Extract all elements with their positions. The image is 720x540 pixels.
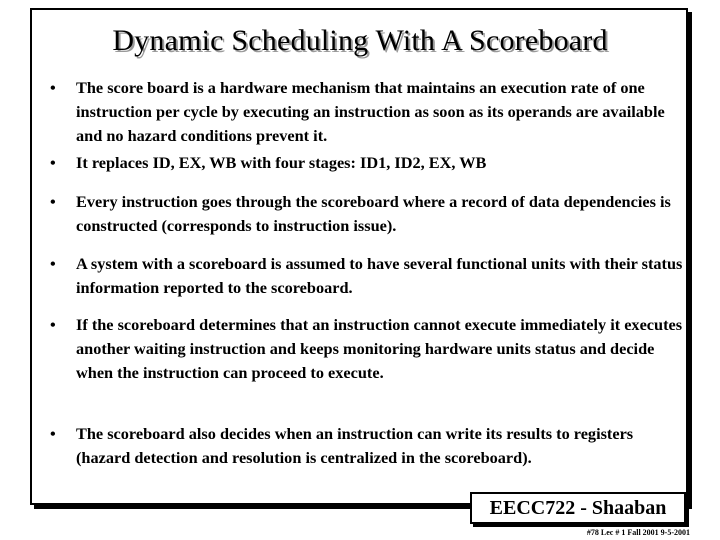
bullet-dot: • (50, 192, 56, 211)
bullet-dot: • (50, 153, 56, 172)
bullet-text: A system with a scoreboard is assumed to have several functional units with their status information reported to the scoreboard. (76, 254, 683, 297)
slide-footer: #78 Lec # 1 Fall 2001 9-5-2001 (586, 528, 690, 537)
bullet-text: The scoreboard also decides when an instruction can write its results to registers (hazard detection and resolution is centralized in the scoreboard). (76, 424, 634, 467)
bullet-text: The score board is a hardware mechanism that maintains an execution rate of one instruction per cycle by executing an instruction as soon as its operands are available and no hazard conditions prevent it. (76, 78, 665, 145)
bullet-dot: • (50, 78, 56, 97)
bullet-dot: • (50, 315, 56, 334)
bullet-text: If the scoreboard determines that an instruction cannot execute immediately it executes another waiting instruction and keeps monitoring hardware units status and decide when the instruction can proceed to execute. (76, 315, 683, 382)
bullet-text: It replaces ID, EX, WB with four stages: ID1, ID2, EX, WB (76, 153, 487, 172)
bullet-text: Every instruction goes through the scoreboard where a record of data dependencies is constructed (corresponds to instruction issue). (76, 192, 671, 235)
bullet-dot: • (50, 254, 56, 273)
slide-title: Dynamic Scheduling With A Scoreboard (112, 24, 608, 57)
course-badge: EECC722 - Shaaban (470, 492, 686, 524)
bullet-dot: • (50, 424, 56, 443)
